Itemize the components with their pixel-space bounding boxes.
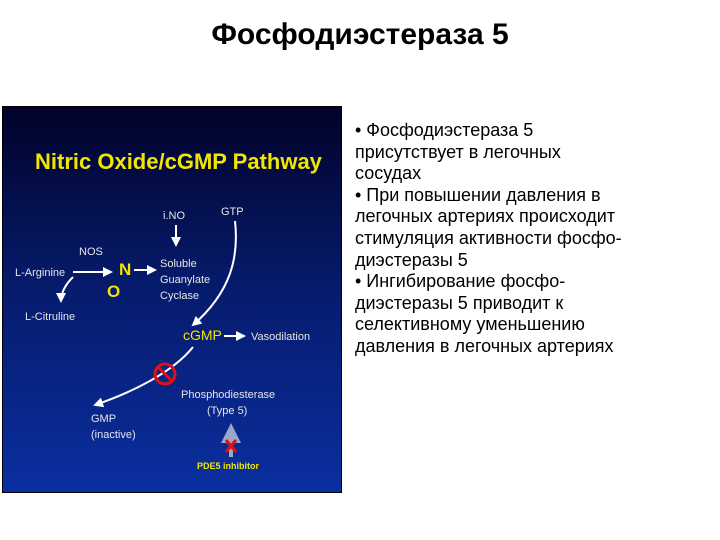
arrow-cgmp-to-gmp <box>95 347 193 405</box>
label-inactive: (inactive) <box>91 429 136 441</box>
diagram-title: Nitric Oxide/cGMP Pathway <box>35 149 322 174</box>
label-pde5-inhibitor: PDE5 inhibitor <box>197 461 260 471</box>
bullet-line: • Ингибирование фосфо- <box>355 271 566 292</box>
inhibition-icon <box>155 364 175 384</box>
label-l-citruline: L-Citruline <box>25 311 76 323</box>
bullet-line: легочных артериях происходит <box>355 206 616 227</box>
bullet-line: • Фосфодиэстераза 5 <box>355 120 534 140</box>
label-ino: i.NO <box>163 210 185 222</box>
label-vasodilation: Vasodilation <box>251 331 311 343</box>
label-cgmp: cGMP <box>183 327 222 343</box>
pathway-svg <box>3 107 341 492</box>
bullet-line: стимуляция активности фосфо- <box>355 227 622 248</box>
slide-title: Фосфодиэстераза 5 <box>211 18 509 51</box>
label-l-arginine: L-Arginine <box>15 267 66 279</box>
bullet-line: сосудах <box>355 163 422 184</box>
label-o: O <box>107 282 121 301</box>
bullet-line: диэстеразы 5 приводит к <box>355 292 564 313</box>
label-nos: NOS <box>79 246 103 258</box>
pathway-diagram <box>2 106 342 493</box>
bullet-line: давления в легочных артериях <box>355 335 614 356</box>
label-type5: (Type 5) <box>207 405 248 417</box>
label-gmp: GMP <box>91 413 117 425</box>
bullet-line: присутствует в легочных <box>355 141 561 162</box>
arrow-arginine-to-citruline <box>61 277 73 301</box>
label-soluble: Soluble <box>160 258 197 270</box>
bullet-line: • При повышении давления в <box>355 184 601 205</box>
bullet-line: диэстеразы 5 <box>355 249 468 270</box>
bullet-text <box>355 120 715 358</box>
label-gtp: GTP <box>221 206 244 218</box>
label-n: N <box>119 260 132 279</box>
arrow-gtp-to-cgmp <box>193 221 236 325</box>
label-guanylate: Guanylate <box>160 274 211 286</box>
label-phosphodiesterase: Phosphodiesterase <box>181 389 276 401</box>
label-cyclase: Cyclase <box>160 290 200 302</box>
bullet-line: селективному уменьшению <box>355 314 585 335</box>
